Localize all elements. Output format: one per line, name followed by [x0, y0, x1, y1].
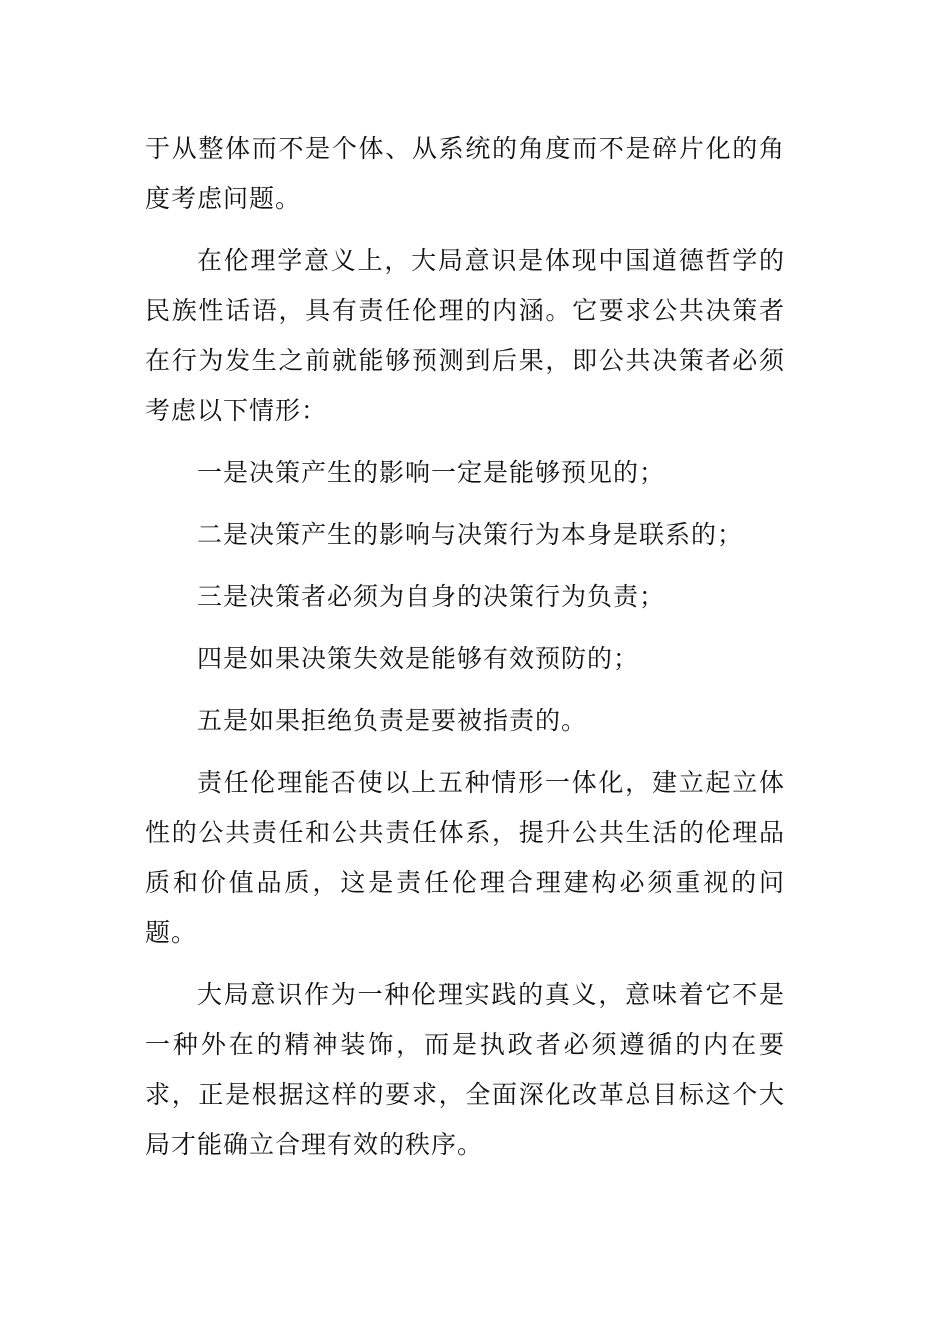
- paragraph-practice-meaning: 大局意识作为一种伦理实践的真义，意味着它不是一种外在的精神装饰，而是执政者必须遵循的内在要求，正是根据这样的要求，全面深化改革总目标这个大局才能确立合理有效的秩序。: [145, 980, 785, 1159]
- list-item-2: 二是决策产生的影响与决策行为本身是联系的；: [197, 520, 744, 549]
- list-item-4: 四是如果决策失效是能够有效预防的；: [197, 644, 640, 673]
- paragraph-responsibility-ethics: 责任伦理能否使以上五种情形一体化，建立起立体性的公共责任和公共责任体系，提升公共生活的伦理品质和价值品质，这是责任伦理合理建构必须重视的问题。: [145, 768, 785, 947]
- paragraph-continuation: 于从整体而不是个体、从系统的角度而不是碎片化的角度考虑问题。: [145, 134, 785, 213]
- paragraph-ethics-meaning: 在伦理学意义上，大局意识是体现中国道德哲学的民族性话语，具有责任伦理的内涵。它要求公共决策者在行为发生之前就能够预测到后果，即公共决策者必须考虑以下情形：: [145, 246, 785, 425]
- list-item-5: 五是如果拒绝负责是要被指责的。: [197, 706, 588, 735]
- list-item-1: 一是决策产生的影响一定是能够预见的；: [197, 458, 666, 487]
- list-item-3: 三是决策者必须为自身的决策行为负责；: [197, 582, 666, 611]
- document-body: [145, 124, 785, 1170]
